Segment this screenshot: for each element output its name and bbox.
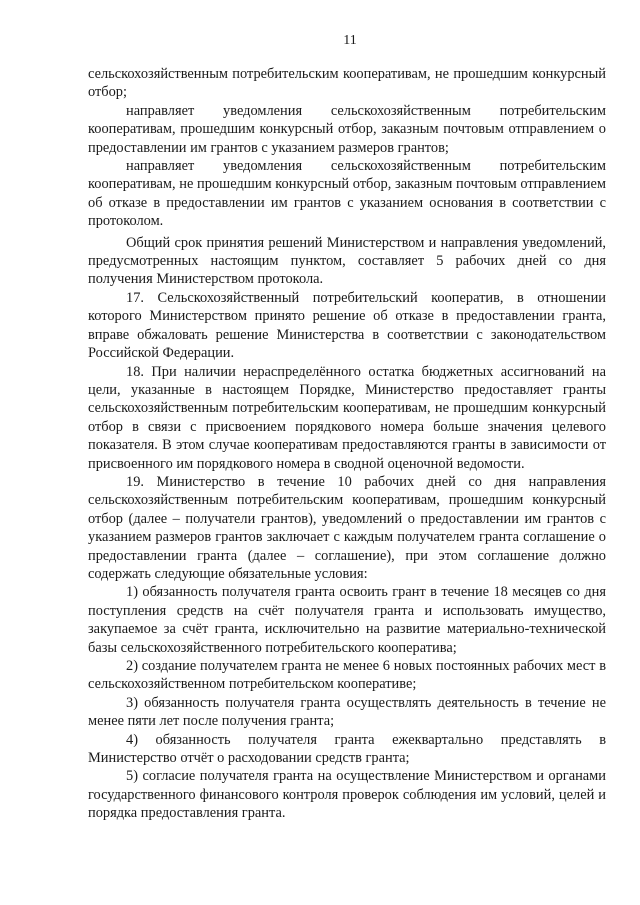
page-number: 11 — [343, 33, 357, 48]
paragraph-1: сельскохозяйственным потребительским кооперативам, не прошедшим конкурсный отбор; — [88, 66, 606, 101]
condition-item-4: 4) обязанность получателя гранта ежеквартально представлять в Министерство отчёт о расходовании средств гранта; — [88, 731, 606, 767]
condition-item-3: 3) обязанность получателя гранта осуществлять деятельность в течение не менее пяти лет после получения гранта; — [88, 694, 606, 730]
paragraph-3: направляет уведомления сельскохозяйственным потребительским кооперативам, не прошедшим конкурсный отбор, заказным почтовым отправлением об отказе в предоставлении им грантов с указанием основания в соответствии с протоколом. — [88, 158, 606, 230]
condition-item-1: 1) обязанность получателя гранта освоить грант в течение 18 месяцев со дня поступления средств на счёт получателя гранта и использовать имущество, закупаемое за счёт гранта, исключительно на развитие материально-технической базы сельскохозяйственного потребительского кооператива; — [88, 584, 606, 656]
paragraph-item-17: 17. Сельскохозяйственный потребительский кооператив, в отношении которого Министерством принято решение об отказе в предоставлении гранта, вправе обжаловать решение Министерства в соответствии с законодательством Российской Федерации. — [88, 289, 606, 362]
paragraph-item-18: 18. При наличии нераспределённого остатка бюджетных ассигнований на цели, указанные в настоящем Порядке, Министерство предоставляет гранты сельскохозяйственным потребительским кооперативам, не прошедшим конкурсный отбор в связи с присвоением порядкового номера больше значения целевого показателя. В этом случае кооперативам предоставляются гранты в зависимости от присвоенного им порядкового номера в сводной оценочной ведомости. — [88, 363, 606, 472]
paragraph-4: Общий срок принятия решений Министерством и направления уведомлений, предусмотренных настоящим пунктом, составляет 5 рабочих дней со дня получения Министерством протокола. — [88, 234, 606, 288]
paragraph-item-19: 19. Министерство в течение 10 рабочих дней со дня направления сельскохозяйственным потребительским кооперативам, прошедшим конкурсный отбор (далее – получатели грантов), уведомлений о предоставлении им грантов с указанием размеров грантов заключает с каждым получателем гранта соглашение о предоставлении гранта (далее – соглашение), при этом соглашение должно содержать следующие обязательные условия: — [88, 473, 606, 582]
condition-item-2: 2) создание получателем гранта не менее 6 новых постоянных рабочих мест в сельскохозяйственном потребительском кооперативе; — [88, 658, 606, 693]
paragraph-2: направляет уведомления сельскохозяйственным потребительским кооперативам, прошедшим конкурсный отбор, заказным почтовым отправлением о предоставлении им грантов с указанием размеров грантов; — [88, 102, 606, 156]
condition-item-5: 5) согласие получателя гранта на осуществление Министерством и органами государственного финансового контроля проверок соблюдения им условий, целей и порядка предоставления гранта. — [88, 768, 606, 822]
